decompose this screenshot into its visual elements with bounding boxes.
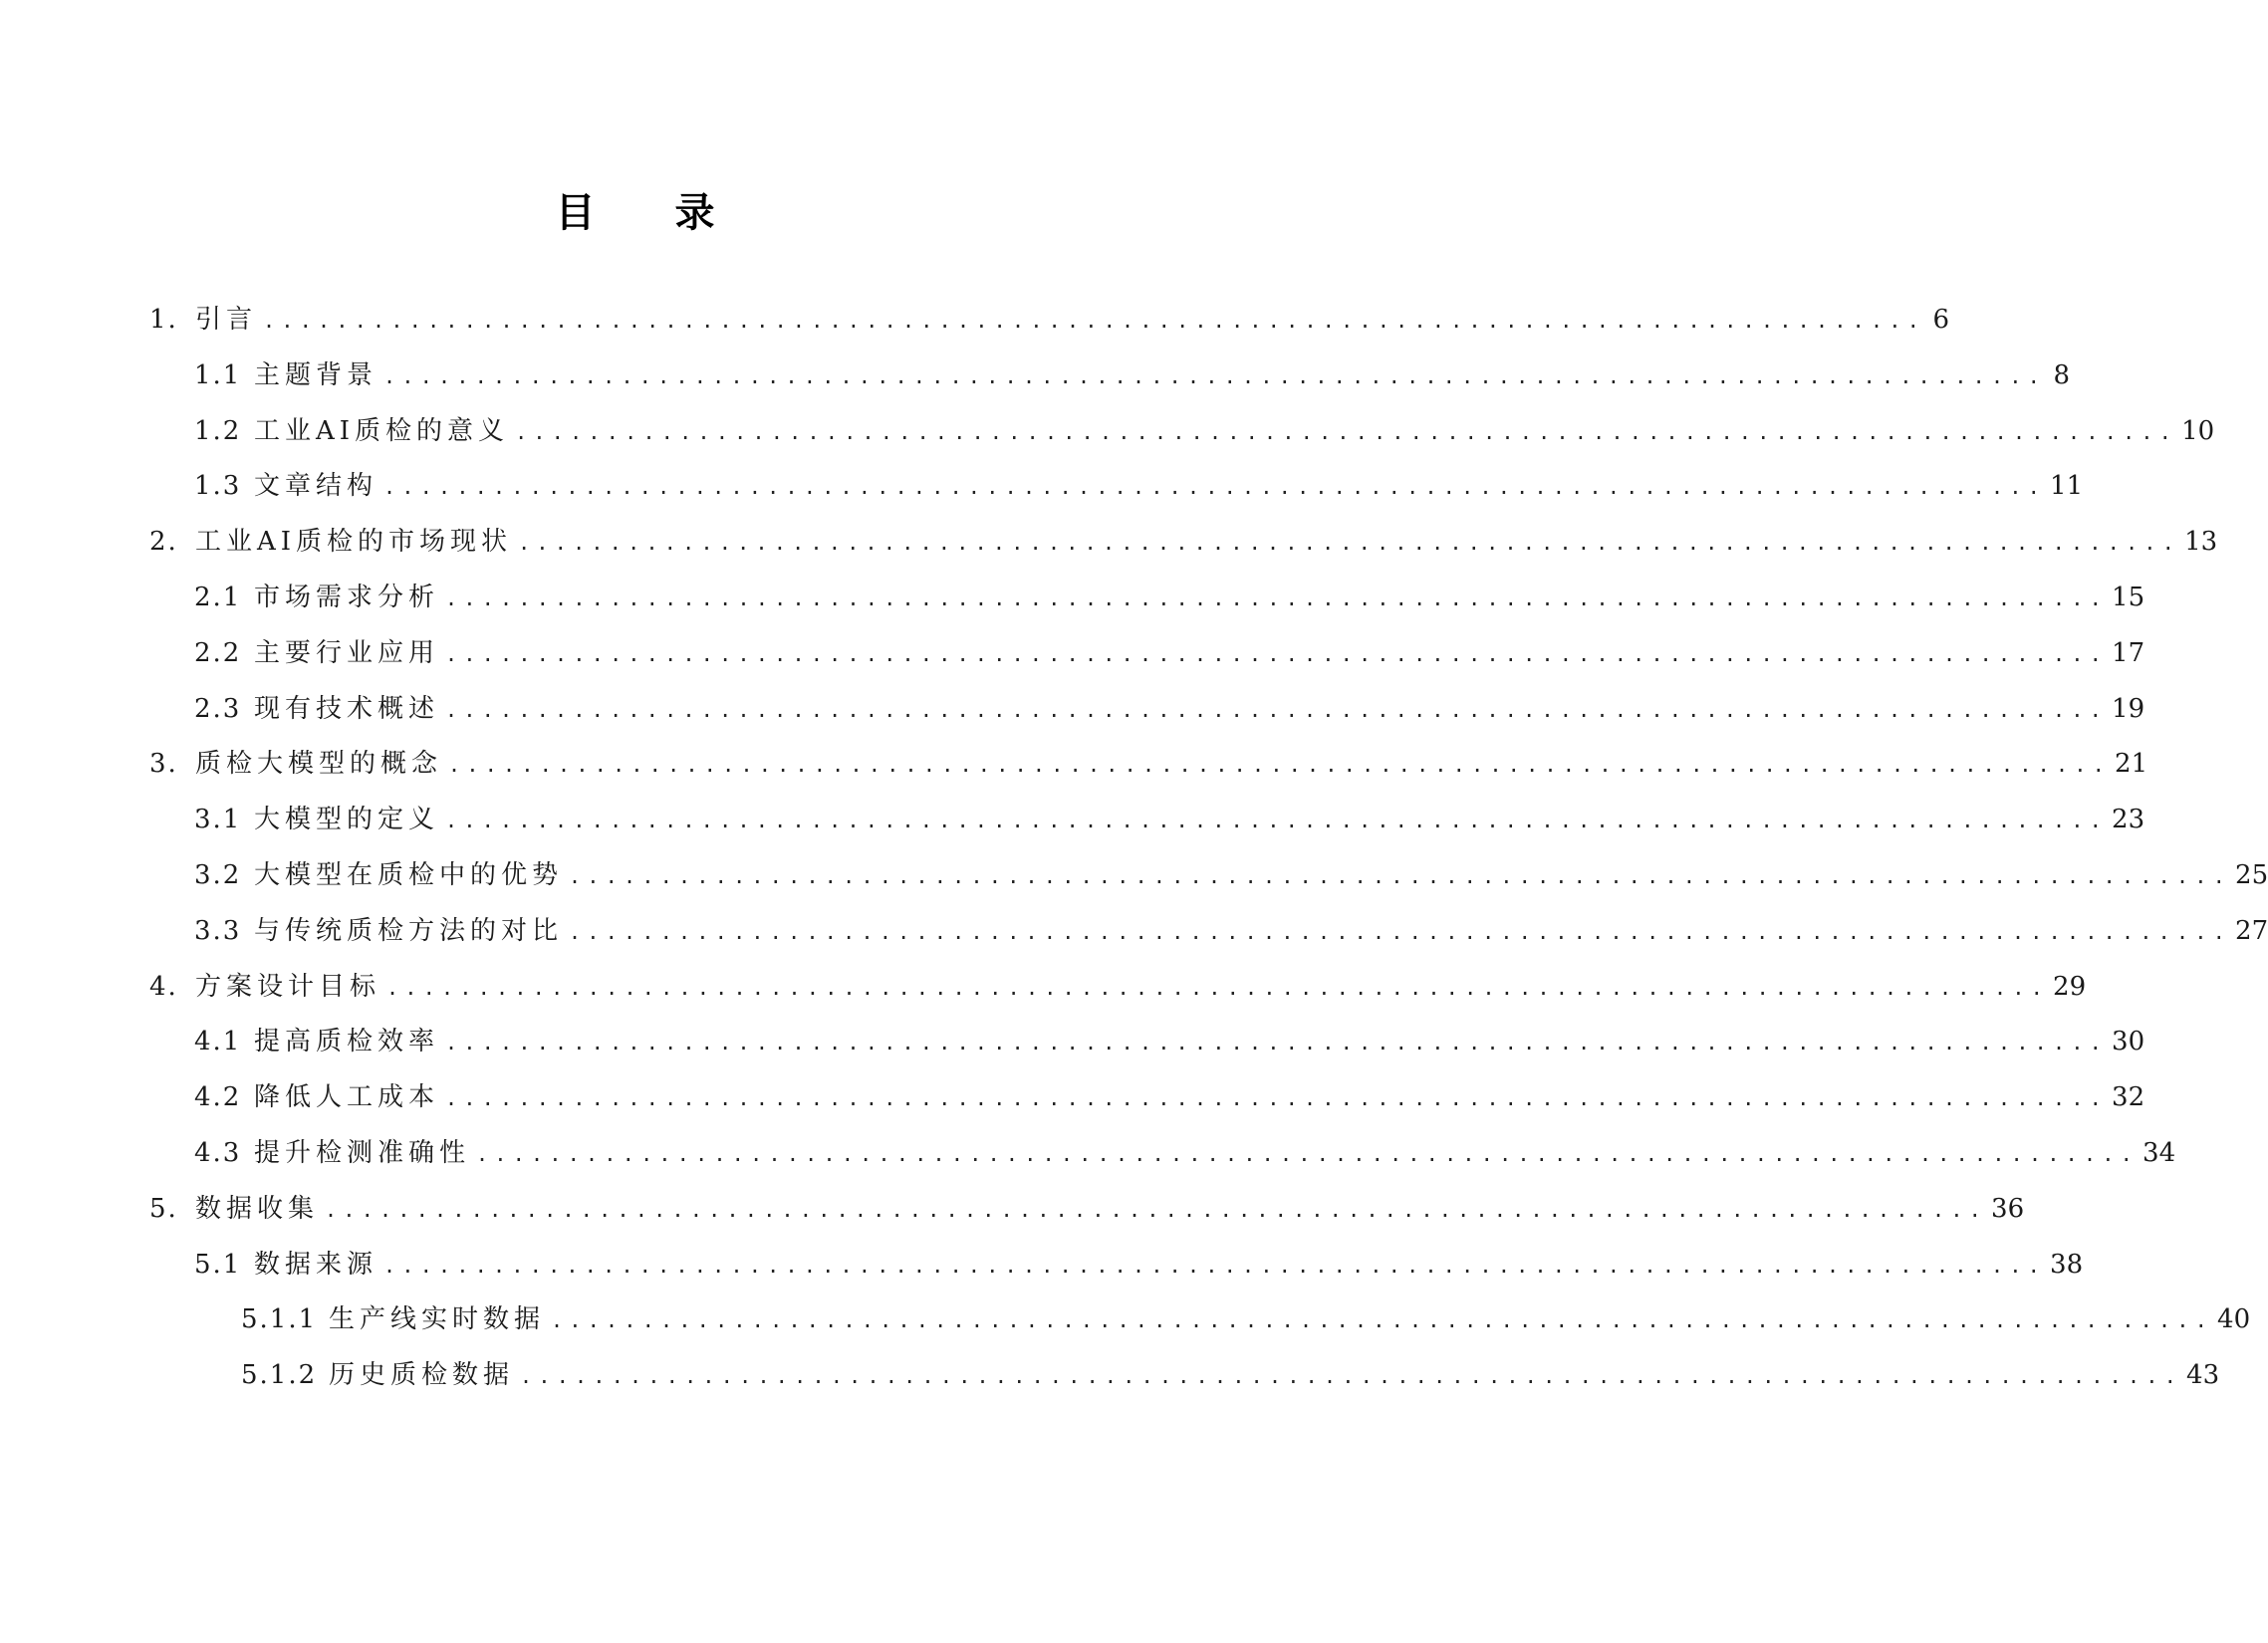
toc-entry-number: 2. [149, 527, 178, 557]
toc-entry-title: 方案设计目标 [195, 972, 381, 1002]
toc-entry-title: 市场需求分析 [254, 583, 440, 612]
toc-entry-page-number: 40 [2217, 1304, 2251, 1334]
toc-entry[interactable] [194, 1077, 2145, 1117]
toc-entry-number: 2.1 [194, 583, 242, 612]
toc-entry-number: 4.3 [194, 1138, 242, 1168]
toc-entry-title: 主要行业应用 [254, 638, 440, 668]
toc-entry-title: 与传统质检方法的对比 [254, 916, 564, 946]
toc-entry-page-number: 36 [1991, 1194, 2025, 1224]
toc-entry-page-number: 10 [2181, 416, 2215, 446]
toc-entry-title: 工业AI质检的意义 [254, 416, 510, 446]
toc-entry-number: 2.3 [194, 694, 242, 724]
toc-entry-title: 提高质检效率 [254, 1027, 440, 1056]
toc-entry-title: 数据收集 [195, 1194, 320, 1224]
toc-entry-page-number: 17 [2112, 638, 2145, 668]
toc-entry-number: 3.2 [194, 860, 242, 890]
toc-entry[interactable] [194, 578, 2145, 617]
toc-entry-number: 1. [149, 305, 178, 335]
toc-entry[interactable] [241, 1355, 2220, 1395]
toc-entry-page-number: 43 [2186, 1360, 2220, 1390]
toc-entry-page-number: 13 [2184, 527, 2218, 557]
toc-entry[interactable] [194, 1133, 2176, 1173]
toc-dot-leader: ........................................................................................... [386, 976, 2050, 1000]
toc-entry-page-number: 8 [2053, 360, 2071, 390]
toc-entry-title: 生产线实时数据 [329, 1304, 546, 1334]
toc-entry-title: 质检大模型的概念 [195, 749, 443, 779]
toc-entry[interactable] [194, 800, 2145, 839]
toc-entry-page-number: 34 [2142, 1138, 2176, 1168]
toc-entry[interactable] [194, 689, 2145, 729]
toc-entry-page-number: 21 [2115, 749, 2148, 779]
toc-dot-leader: ........................................................................................... [445, 642, 2109, 666]
toc-dot-leader: ........................................................................................... [263, 309, 1926, 333]
toc-entry-page-number: 19 [2112, 694, 2145, 724]
toc-dot-leader: ........................................................................................... [569, 920, 2232, 944]
toc-dot-leader: ........................................................................................... [569, 864, 2232, 888]
toc-entry-number: 4.2 [194, 1082, 242, 1112]
toc-entry-title: 引言 [195, 305, 258, 335]
toc-entry-page-number: 11 [2050, 471, 2084, 501]
toc-entry-page-number: 6 [1932, 305, 1950, 335]
toc-entry[interactable] [194, 1245, 2084, 1285]
toc-dot-leader: ........................................................................................... [445, 1086, 2109, 1110]
toc-heading [0, 181, 1270, 238]
toc-dot-leader: ........................................................................................... [551, 1308, 2214, 1332]
toc-dot-leader: ........................................................................................... [445, 1031, 2109, 1055]
toc-entry-page-number: 38 [2050, 1250, 2084, 1280]
toc-entry[interactable] [149, 300, 1950, 340]
toc-entry-number: 1.3 [194, 471, 242, 501]
toc-entry-title: 大模型的定义 [254, 805, 440, 834]
toc-dot-leader: ........................................................................................... [383, 1254, 2047, 1278]
toc-dot-leader: ........................................................................................... [515, 420, 2178, 444]
toc-entry[interactable] [194, 355, 2071, 395]
toc-entry-title: 大模型在质检中的优势 [254, 860, 564, 890]
toc-entry-title: 数据来源 [254, 1250, 378, 1280]
toc-entry[interactable] [194, 1022, 2145, 1061]
toc-entry-title: 降低人工成本 [254, 1082, 440, 1112]
toc-entry[interactable] [149, 522, 2218, 562]
toc-entry-page-number: 23 [2112, 805, 2145, 834]
toc-dot-leader: ........................................................................................... [325, 1198, 1988, 1222]
toc-heading-char-1: 目 [555, 190, 596, 236]
toc-dot-leader: ........................................................................................... [445, 587, 2109, 610]
toc-dot-leader: ........................................................................................... [383, 475, 2047, 499]
toc-entry-number: 5.1.1 [241, 1304, 318, 1334]
toc-entry-page-number: 27 [2235, 916, 2268, 946]
toc-entry[interactable] [194, 855, 2268, 895]
toc-dot-leader: ........................................................................................... [448, 753, 2112, 777]
toc-entry-number: 3.3 [194, 916, 242, 946]
toc-entry-number: 5.1 [194, 1250, 242, 1280]
toc-entry-number: 2.2 [194, 638, 242, 668]
toc-entry-number: 3. [149, 749, 178, 779]
toc-entry[interactable] [149, 967, 2087, 1007]
toc-entry[interactable] [194, 633, 2145, 673]
toc-entry-number: 3.1 [194, 805, 242, 834]
toc-entry-number: 4. [149, 972, 178, 1002]
toc-entry[interactable] [194, 911, 2268, 951]
toc-entry[interactable] [149, 1189, 2025, 1229]
toc-entry-number: 1.1 [194, 360, 242, 390]
toc-entry-number: 1.2 [194, 416, 242, 446]
toc-entry[interactable] [194, 411, 2215, 451]
toc-entry-title: 提升检测准确性 [254, 1138, 471, 1168]
toc-heading-char-2: 录 [674, 190, 715, 236]
toc-entry-page-number: 30 [2112, 1027, 2145, 1056]
toc-entry-number: 5.1.2 [241, 1360, 318, 1390]
toc-entry-page-number: 32 [2112, 1082, 2145, 1112]
toc-entry-number: 5. [149, 1194, 178, 1224]
toc-entry-title: 主题背景 [254, 360, 378, 390]
toc-dot-leader: ........................................................................................... [383, 364, 2047, 388]
toc-dot-leader: ........................................................................................... [445, 698, 2109, 722]
toc-entry-number: 4.1 [194, 1027, 242, 1056]
toc-entry-page-number: 29 [2053, 972, 2087, 1002]
toc-dot-leader: ........................................................................................... [476, 1142, 2140, 1166]
toc-entry-title: 工业AI质检的市场现状 [195, 527, 513, 557]
toc-dot-leader: ........................................................................................... [445, 809, 2109, 832]
toc-entry[interactable] [241, 1299, 2251, 1339]
toc-entry-title: 历史质检数据 [329, 1360, 515, 1390]
toc-entry-page-number: 15 [2112, 583, 2145, 612]
toc-entry-page-number: 25 [2235, 860, 2268, 890]
toc-entry[interactable] [194, 466, 2084, 506]
toc-dot-leader: ........................................................................................... [520, 1364, 2183, 1388]
toc-entry-title: 现有技术概述 [254, 694, 440, 724]
toc-entry-title: 文章结构 [254, 471, 378, 501]
toc-dot-leader: ........................................................................................... [518, 531, 2181, 555]
toc-entry[interactable] [149, 744, 2148, 784]
